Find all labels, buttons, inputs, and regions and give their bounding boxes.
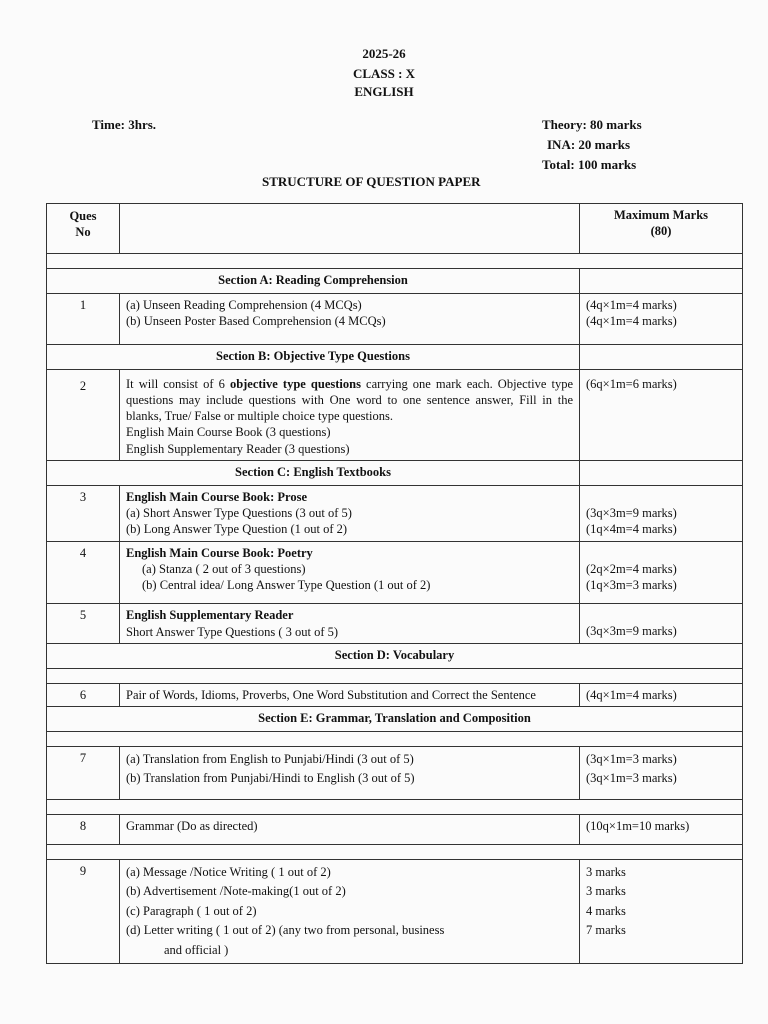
q1-part-a: (a) Unseen Reading Comprehension (4 MCQs) [126, 298, 362, 312]
q4-part-a: (a) Stanza ( 2 out of 3 questions) [142, 561, 306, 576]
col-max-value: (80) [650, 224, 672, 239]
q1-marks-b: (4q×1m=4 marks) [586, 314, 677, 329]
q7-part-a: (a) Translation from English to Punjabi/Hindi (3 out of 5) [126, 752, 414, 766]
col-max-label: Maximum Marks [613, 208, 709, 222]
spacer-row [47, 799, 743, 814]
table-row [47, 369, 743, 460]
q4-title: English Main Course Book: Poetry [126, 545, 313, 560]
q1-part-b: (b) Unseen Poster Based Comprehension (4 MCQs) [126, 314, 386, 329]
q2-description [126, 376, 573, 425]
section-c-title: Section C: English Textbooks [47, 460, 580, 485]
question-paper-table [46, 203, 743, 964]
table-row [47, 604, 743, 644]
q9-part-d: (d) Letter writing ( 1 out of 2) (any two from personal, business [126, 923, 445, 938]
q8-content: Grammar (Do as directed) [120, 814, 580, 844]
col-no-label: No [75, 225, 91, 240]
q9-part-a: (a) Message /Notice Writing ( 1 out of 2) [126, 865, 331, 879]
q8-no: 8 [47, 814, 120, 844]
q6-marks-value: (4q×1m=4 marks) [586, 687, 677, 702]
section-b-marks-cell [580, 344, 743, 369]
page-title: STRUCTURE OF QUESTION PAPER [262, 174, 481, 189]
section-d-row [47, 643, 743, 668]
table-header-row [47, 204, 743, 254]
q5-marks [580, 604, 743, 644]
q1-content [120, 294, 580, 345]
q6-no: 6 [47, 683, 120, 706]
col-max-marks [580, 204, 743, 254]
section-e-title: Section E: Grammar, Translation and Composition [47, 707, 743, 732]
q9-part-b: (b) Advertisement /Note-making(1 out of 2) [126, 884, 346, 899]
q3-content [120, 485, 580, 541]
q4-marks [580, 541, 743, 604]
q7-marks-a: (3q×1m=3 marks) [586, 752, 677, 766]
col-ques-no [47, 204, 120, 254]
q7-marks-b: (3q×1m=3 marks) [586, 771, 677, 786]
table-row [47, 485, 743, 541]
section-e-row [47, 707, 743, 732]
q7-part-b: (b) Translation from Punjabi/Hindi to English (3 out of 5) [126, 771, 415, 786]
q3-marks-a: (3q×3m=9 marks) [586, 505, 677, 520]
q2-marks [580, 369, 743, 460]
q3-marks [580, 485, 743, 541]
q4-content [120, 541, 580, 604]
section-a-title: Section A: Reading Comprehension [47, 269, 580, 294]
col-ques-label: Ques [69, 209, 97, 223]
ina-marks: INA: 20 marks [547, 137, 631, 152]
table-row [47, 860, 743, 964]
q9-part-c: (c) Paragraph ( 1 out of 2) [126, 903, 257, 918]
session-year: 2025-26 [362, 46, 406, 61]
q3-title: English Main Course Book: Prose [126, 489, 308, 504]
q4-marks-b: (1q×3m=3 marks) [586, 577, 677, 592]
q6-marks [580, 683, 743, 706]
section-b-title: Section B: Objective Type Questions [47, 344, 580, 369]
q3-no: 3 [47, 485, 120, 541]
table-row [47, 683, 743, 706]
q8-marks [580, 814, 743, 844]
time-label: Time: 3hrs. [92, 117, 157, 132]
q9-marks-d: 7 marks [586, 923, 626, 938]
q5-title: English Supplementary Reader [126, 608, 294, 623]
q5-content [120, 604, 580, 644]
q9-no: 9 [47, 860, 120, 964]
q3-part-a: (a) Short Answer Type Questions (3 out of 5) [126, 506, 352, 520]
q9-part-d-cont: and official ) [164, 942, 229, 957]
section-a-marks-cell [580, 269, 743, 294]
q9-content [120, 860, 580, 964]
theory-marks: Theory: 80 marks [542, 117, 642, 132]
q2-text-post: carrying one mark each. Objective type questions may include questions with One word to one sentence answer, Fill in the blanks, True/ False or multiple choice type questions. [126, 376, 574, 423]
q1-no: 1 [47, 294, 120, 345]
q6-content: Pair of Words, Idioms, Proverbs, One Word Substitution and Correct the Sentence [120, 683, 580, 706]
q9-marks-b: 3 marks [586, 884, 626, 899]
section-a-row [47, 269, 743, 294]
section-d-title: Section D: Vocabulary [47, 643, 743, 668]
q5-part-a: Short Answer Type Questions ( 3 out of 5) [126, 624, 339, 639]
section-c-marks-cell [580, 460, 743, 485]
col-question [120, 204, 580, 254]
class-label: CLASS : X [352, 66, 416, 81]
spacer-row [47, 732, 743, 747]
spacer-row [47, 845, 743, 860]
q7-marks [580, 747, 743, 800]
q9-marks-a: 3 marks [586, 865, 626, 879]
q4-no: 4 [47, 541, 120, 604]
q2-content [120, 369, 580, 460]
q7-content [120, 747, 580, 800]
spacer-row [47, 668, 743, 683]
q5-no: 5 [47, 604, 120, 644]
table-row [47, 541, 743, 604]
q3-part-b: (b) Long Answer Type Question (1 out of 2) [126, 522, 348, 537]
q2-text-pre: It will consist of 6 [126, 376, 230, 391]
q1-marks [580, 294, 743, 345]
q7-no: 7 [47, 747, 120, 800]
q4-marks-a: (2q×2m=4 marks) [586, 561, 677, 576]
q9-marks-c: 4 marks [586, 903, 626, 918]
table-row [47, 747, 743, 800]
q5-marks-value: (3q×3m=9 marks) [586, 624, 677, 639]
subject-label: ENGLISH [354, 84, 414, 99]
table-row [47, 294, 743, 345]
q2-no: 2 [47, 369, 120, 460]
total-marks: Total: 100 marks [542, 157, 637, 172]
q4-part-b: (b) Central idea/ Long Answer Type Question (1 out of 2) [142, 578, 431, 592]
q8-marks-value: (10q×1m=10 marks) [586, 818, 690, 833]
q3-marks-b: (1q×4m=4 marks) [586, 522, 677, 536]
q9-marks [580, 860, 743, 964]
q1-marks-a: (4q×1m=4 marks) [586, 298, 677, 312]
q2-marks-value: (6q×1m=6 marks) [586, 376, 677, 391]
section-b-row [47, 344, 743, 369]
spacer-row [47, 254, 743, 269]
q2-text-bold: objective type questions [229, 376, 361, 391]
section-c-row [47, 460, 743, 485]
q2-main-course: English Main Course Book (3 questions) [126, 425, 331, 440]
q2-supplementary: English Supplementary Reader (3 questions) [126, 441, 350, 456]
table-row [47, 814, 743, 844]
